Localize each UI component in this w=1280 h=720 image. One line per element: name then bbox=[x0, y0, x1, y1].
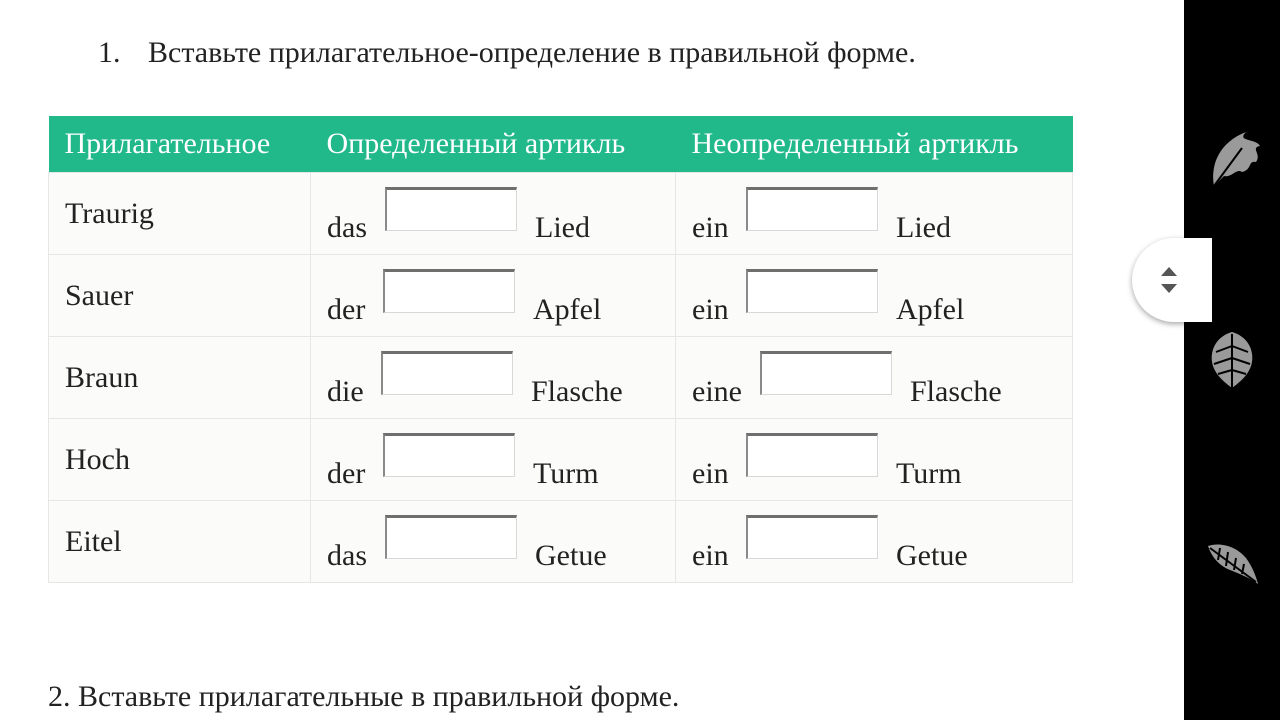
task-1-text: Вставьте прилагательное-определение в правильной форме. bbox=[148, 36, 916, 69]
indefinite-noun-label: Apfel bbox=[896, 293, 965, 326]
adjective-cell bbox=[49, 501, 311, 583]
adjective-cell bbox=[49, 173, 311, 255]
adjective-label: Hoch bbox=[65, 443, 130, 476]
indefinite-answer-input[interactable] bbox=[760, 351, 892, 395]
task-2-title: 2. Вставьте прилагательные в правильной форме. bbox=[48, 680, 680, 713]
scroll-handle[interactable] bbox=[1132, 238, 1212, 322]
indefinite-article-label: ein bbox=[692, 211, 729, 244]
table-row bbox=[49, 337, 1073, 419]
indefinite-answer-input[interactable] bbox=[746, 269, 878, 313]
header-indefinite-article: Неопределенный артикль bbox=[676, 116, 1073, 173]
indefinite-cell bbox=[676, 501, 1073, 583]
definite-answer-input[interactable] bbox=[385, 187, 517, 231]
indefinite-article-label: ein bbox=[692, 293, 729, 326]
adjective-label: Traurig bbox=[65, 197, 154, 230]
indefinite-noun-label: Turm bbox=[896, 457, 962, 490]
indefinite-noun-label: Getue bbox=[896, 539, 968, 572]
task-1-title bbox=[98, 36, 916, 70]
definite-article-label: die bbox=[327, 375, 364, 408]
adjective-label: Eitel bbox=[65, 525, 122, 558]
definite-article-label: der bbox=[327, 293, 366, 326]
task-1-number: 1. bbox=[98, 36, 121, 69]
definite-noun-label: Apfel bbox=[533, 293, 602, 326]
indefinite-article-label: ein bbox=[692, 457, 729, 490]
header-definite-article: Определенный артикль bbox=[311, 116, 676, 173]
adjective-cell bbox=[49, 337, 311, 419]
monstera-leaf-icon[interactable] bbox=[1208, 330, 1256, 390]
indefinite-noun-label: Flasche bbox=[910, 375, 1002, 408]
definite-cell bbox=[311, 173, 676, 255]
header-adjective: Прилагательное bbox=[49, 116, 311, 173]
table-header-row bbox=[49, 116, 1073, 173]
definite-noun-label: Turm bbox=[533, 457, 599, 490]
table-row bbox=[49, 419, 1073, 501]
definite-answer-input[interactable] bbox=[383, 269, 515, 313]
definite-cell bbox=[311, 501, 676, 583]
definite-cell bbox=[311, 419, 676, 501]
indefinite-answer-input[interactable] bbox=[746, 433, 878, 477]
definite-noun-label: Lied bbox=[535, 211, 590, 244]
indefinite-cell bbox=[676, 337, 1073, 419]
scroll-arrows-icon bbox=[1158, 264, 1180, 296]
leaf-icon[interactable] bbox=[1206, 128, 1264, 190]
indefinite-cell bbox=[676, 419, 1073, 501]
definite-article-label: das bbox=[327, 211, 367, 244]
definite-answer-input[interactable] bbox=[381, 351, 513, 395]
definite-noun-label: Flasche bbox=[531, 375, 623, 408]
palm-leaf-icon[interactable] bbox=[1206, 540, 1260, 586]
table-row bbox=[49, 255, 1073, 337]
definite-answer-input[interactable] bbox=[383, 433, 515, 477]
adjective-label: Braun bbox=[65, 361, 139, 394]
definite-article-label: der bbox=[327, 457, 366, 490]
definite-cell bbox=[311, 255, 676, 337]
adjective-cell bbox=[49, 255, 311, 337]
exercise-table bbox=[48, 116, 1073, 583]
table-row bbox=[49, 501, 1073, 583]
indefinite-article-label: ein bbox=[692, 539, 729, 572]
indefinite-article-label: eine bbox=[692, 375, 742, 408]
indefinite-cell bbox=[676, 173, 1073, 255]
definite-noun-label: Getue bbox=[535, 539, 607, 572]
definite-answer-input[interactable] bbox=[385, 515, 517, 559]
table-row bbox=[49, 173, 1073, 255]
indefinite-noun-label: Lied bbox=[896, 211, 951, 244]
indefinite-answer-input[interactable] bbox=[746, 515, 878, 559]
indefinite-answer-input[interactable] bbox=[746, 187, 878, 231]
definite-article-label: das bbox=[327, 539, 367, 572]
adjective-label: Sauer bbox=[65, 279, 134, 312]
indefinite-cell bbox=[676, 255, 1073, 337]
definite-cell bbox=[311, 337, 676, 419]
adjective-cell bbox=[49, 419, 311, 501]
